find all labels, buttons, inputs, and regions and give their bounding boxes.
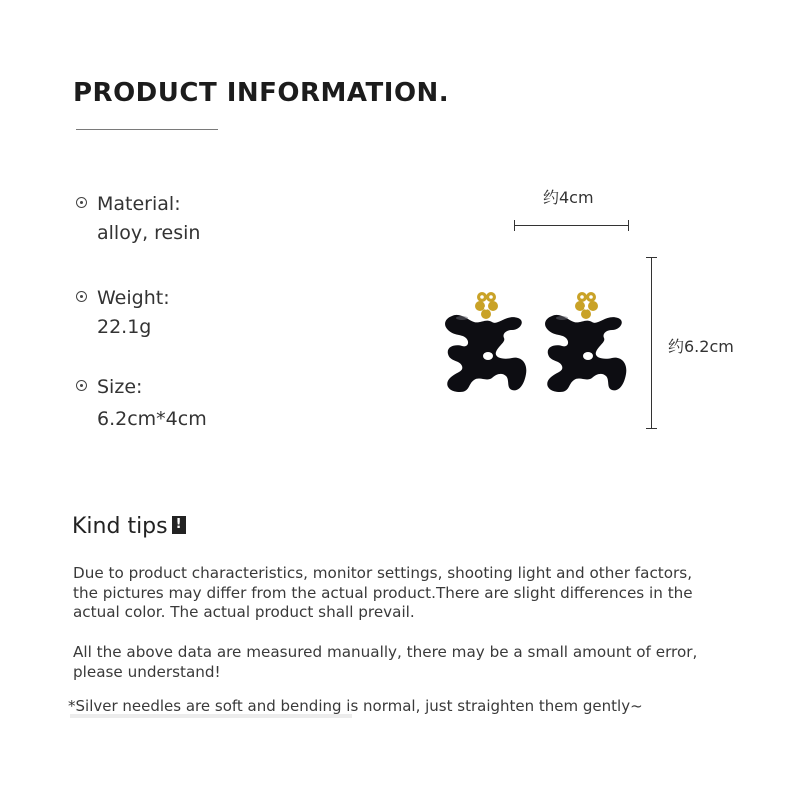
- width-tick-left: [514, 220, 515, 231]
- spec-label: Size:: [97, 376, 143, 398]
- spec-weight: [76, 287, 170, 338]
- bullet-icon: [76, 291, 87, 302]
- height-tick-top: [646, 257, 657, 258]
- spec-value: 22.1g: [97, 316, 152, 338]
- kind-tips-title: Kind tips: [72, 514, 168, 539]
- width-tick-right: [628, 220, 629, 231]
- bullet-icon: [76, 380, 87, 391]
- spec-size: [76, 376, 207, 430]
- kind-tips-heading: [72, 514, 186, 539]
- height-tick-bottom: [646, 428, 657, 429]
- disclaimer-paragraph: Due to product characteristics, monitor settings, shooting light and other factors, the pictures may differ from the actual product.There are slight differences in the actual color. The actual product shall prevail.: [73, 564, 693, 621]
- bullet-icon: [76, 197, 87, 208]
- spec-label: Weight:: [97, 287, 170, 309]
- spec-value: 6.2cm*4cm: [97, 408, 207, 430]
- measurement-paragraph: All the above data are measured manually, there may be a small amount of error, please understand!: [73, 643, 698, 681]
- earring-right-image: [540, 288, 630, 400]
- title-underline: [76, 129, 218, 130]
- width-dimension-label: 约4cm: [543, 188, 594, 207]
- silver-needle-note: *Silver needles are soft and bending is normal, just straighten them gently~: [68, 697, 643, 715]
- exclamation-icon: !: [172, 516, 186, 534]
- spec-value: alloy, resin: [97, 222, 201, 244]
- page-title: PRODUCT INFORMATION.: [73, 78, 450, 108]
- width-dimension-line: [514, 225, 629, 226]
- earring-left-image: [440, 288, 530, 400]
- height-dimension-line: [651, 257, 652, 429]
- spec-material: [76, 193, 200, 244]
- height-dimension-label: 约6.2cm: [668, 337, 734, 356]
- spec-label: Material:: [97, 193, 181, 215]
